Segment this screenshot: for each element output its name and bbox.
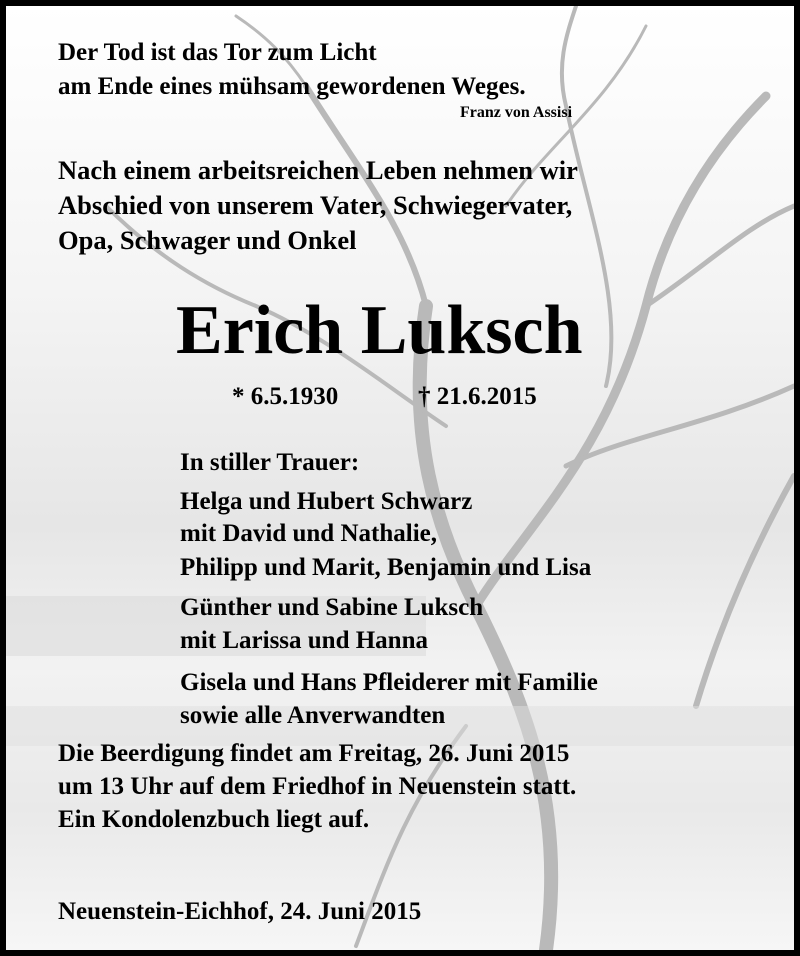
mourner-line: Helga und Hubert Schwarz	[180, 488, 473, 515]
mourner-line: mit David und Nathalie,	[180, 520, 437, 547]
mourner-line: Gisela und Hans Pfleiderer mit Familie	[180, 669, 598, 696]
funeral-line: Die Beerdigung findet am Freitag, 26. Juni 2015	[58, 740, 570, 767]
mourners-heading: In stiller Trauer:	[180, 449, 360, 476]
funeral-line: Ein Kondolenzbuch liegt auf.	[58, 806, 370, 833]
intro-line: Abschied von unserem Vater, Schwiegervater,	[58, 190, 573, 220]
death-date: † 21.6.2015	[418, 383, 537, 410]
quote-author: Franz von Assisi	[460, 104, 573, 121]
quote-line: am Ende eines mühsam gewordenen Weges.	[58, 73, 526, 100]
intro-line: Opa, Schwager und Onkel	[58, 225, 357, 255]
quote-line: Der Tod ist das Tor zum Licht	[58, 39, 377, 66]
mourner-line: Philipp und Marit, Benjamin und Lisa	[180, 554, 592, 581]
mourner-line: Günther und Sabine Luksch	[180, 594, 484, 621]
mourner-line: sowie alle Anverwandten	[180, 702, 446, 729]
birth-date: * 6.5.1930	[232, 383, 339, 410]
mourner-line: mit Larissa und Hanna	[180, 627, 428, 654]
intro-line: Nach einem arbeitsreichen Leben nehmen wir	[58, 155, 578, 185]
deceased-name: Erich Luksch	[176, 292, 583, 369]
place-date: Neuenstein-Eichhof, 24. Juni 2015	[58, 898, 422, 925]
funeral-line: um 13 Uhr auf dem Friedhof in Neuenstein statt.	[58, 773, 577, 800]
